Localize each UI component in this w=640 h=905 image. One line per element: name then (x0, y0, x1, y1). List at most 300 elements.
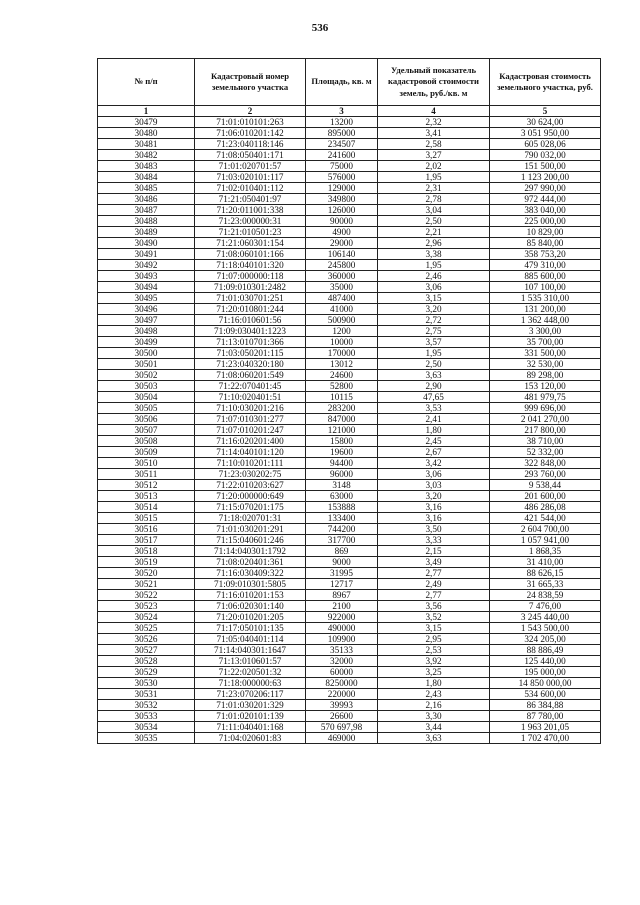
area-cell: 349800 (306, 194, 378, 205)
cadastral-value-cell: 358 753,20 (490, 249, 601, 260)
specific-value-cell: 2,90 (378, 381, 490, 392)
area-cell: 24600 (306, 370, 378, 381)
cadastral-value-cell: 1 123 200,00 (490, 172, 601, 183)
cadastral-number-cell: 71:16:010201:153 (195, 590, 306, 601)
specific-value-cell: 2,72 (378, 315, 490, 326)
cadastral-number-cell: 71:23:030202:75 (195, 469, 306, 480)
table-row (98, 370, 601, 381)
cadastral-number-cell: 71:21:060301:154 (195, 238, 306, 249)
cadastral-number-cell: 71:01:030201:329 (195, 700, 306, 711)
table-row (98, 172, 601, 183)
specific-value-cell: 3,03 (378, 480, 490, 491)
cadastral-value-cell: 3 245 440,00 (490, 612, 601, 623)
row-number-cell: 30530 (98, 678, 195, 689)
cadastral-value-cell: 10 829,00 (490, 227, 601, 238)
cadastral-number-cell: 71:16:020201:400 (195, 436, 306, 447)
cadastral-number-cell: 71:23:040118:146 (195, 139, 306, 150)
cadastral-number-cell: 71:04:020601:83 (195, 733, 306, 744)
specific-value-cell: 2,50 (378, 216, 490, 227)
cadastral-number-cell: 71:20:010801:244 (195, 304, 306, 315)
table-row (98, 513, 601, 524)
column-number-row (98, 106, 601, 117)
cadastral-number-cell: 71:08:020401:361 (195, 557, 306, 568)
specific-value-cell: 3,16 (378, 502, 490, 513)
area-cell: 241600 (306, 150, 378, 161)
specific-value-cell: 3,57 (378, 337, 490, 348)
table-row (98, 733, 601, 744)
row-number-cell: 30509 (98, 447, 195, 458)
cadastral-value-cell: 87 780,00 (490, 711, 601, 722)
cadastral-number-cell: 71:23:070206:117 (195, 689, 306, 700)
area-cell: 744200 (306, 524, 378, 535)
cadastral-value-cell: 107 100,00 (490, 282, 601, 293)
specific-value-cell: 3,20 (378, 304, 490, 315)
cadastral-value-cell: 481 979,75 (490, 392, 601, 403)
cadastral-number-cell: 71:09:010301:5805 (195, 579, 306, 590)
table-row (98, 161, 601, 172)
row-number-cell: 30521 (98, 579, 195, 590)
area-cell: 4900 (306, 227, 378, 238)
cadastral-value-cell: 421 544,00 (490, 513, 601, 524)
specific-value-cell: 3,27 (378, 150, 490, 161)
table-row (98, 491, 601, 502)
cadastral-value-table (97, 58, 601, 744)
cadastral-value-cell: 35 700,00 (490, 337, 601, 348)
cadastral-value-cell: 201 600,00 (490, 491, 601, 502)
cadastral-value-cell: 331 500,00 (490, 348, 601, 359)
cadastral-value-cell: 89 298,00 (490, 370, 601, 381)
row-number-cell: 30500 (98, 348, 195, 359)
column-number: 2 (195, 106, 306, 117)
table-row (98, 645, 601, 656)
cadastral-number-cell: 71:03:050201:115 (195, 348, 306, 359)
cadastral-number-cell: 71:03:020101:117 (195, 172, 306, 183)
cadastral-value-cell: 38 710,00 (490, 436, 601, 447)
specific-value-cell: 2,58 (378, 139, 490, 150)
area-cell: 490000 (306, 623, 378, 634)
cadastral-value-cell: 85 840,00 (490, 238, 601, 249)
table-row (98, 601, 601, 612)
row-number-cell: 30535 (98, 733, 195, 744)
specific-value-cell: 3,63 (378, 370, 490, 381)
cadastral-value-cell: 125 440,00 (490, 656, 601, 667)
row-number-cell: 30482 (98, 150, 195, 161)
header-specific-value: Удельный показатель кадастровой стоимости земель, руб./кв. м (378, 59, 490, 106)
row-number-cell: 30532 (98, 700, 195, 711)
area-cell: 39993 (306, 700, 378, 711)
specific-value-cell: 2,46 (378, 271, 490, 282)
table-row (98, 414, 601, 425)
cadastral-number-cell: 71:16:010601:56 (195, 315, 306, 326)
row-number-cell: 30519 (98, 557, 195, 568)
cadastral-number-cell: 71:14:040301:1792 (195, 546, 306, 557)
cadastral-value-cell: 30 624,00 (490, 117, 601, 128)
row-number-cell: 30503 (98, 381, 195, 392)
row-number-cell: 30514 (98, 502, 195, 513)
area-cell: 10000 (306, 337, 378, 348)
cadastral-number-cell: 71:18:000000:63 (195, 678, 306, 689)
area-cell: 133400 (306, 513, 378, 524)
table-row (98, 150, 601, 161)
table-row (98, 425, 601, 436)
cadastral-value-cell: 131 200,00 (490, 304, 601, 315)
cadastral-value-cell: 9 538,44 (490, 480, 601, 491)
cadastral-number-cell: 71:09:030401:1223 (195, 326, 306, 337)
cadastral-number-cell: 71:10:030201:216 (195, 403, 306, 414)
area-cell: 9000 (306, 557, 378, 568)
area-cell: 13200 (306, 117, 378, 128)
table-row (98, 579, 601, 590)
cadastral-number-cell: 71:18:020701:31 (195, 513, 306, 524)
cadastral-value-cell: 195 000,00 (490, 667, 601, 678)
cadastral-number-cell: 71:08:060101:166 (195, 249, 306, 260)
area-cell: 283200 (306, 403, 378, 414)
cadastral-number-cell: 71:17:050101:135 (195, 623, 306, 634)
header-row (98, 59, 601, 106)
area-cell: 75000 (306, 161, 378, 172)
table-row (98, 337, 601, 348)
row-number-cell: 30487 (98, 205, 195, 216)
cadastral-number-cell: 71:13:010701:366 (195, 337, 306, 348)
specific-value-cell: 3,92 (378, 656, 490, 667)
cadastral-value-cell: 1 868,35 (490, 546, 601, 557)
table-row (98, 304, 601, 315)
area-cell: 895000 (306, 128, 378, 139)
specific-value-cell: 2,77 (378, 568, 490, 579)
table-row (98, 293, 601, 304)
row-number-cell: 30506 (98, 414, 195, 425)
cadastral-value-cell: 486 286,08 (490, 502, 601, 513)
cadastral-value-cell: 479 310,00 (490, 260, 601, 271)
cadastral-value-cell: 1 963 201,05 (490, 722, 601, 733)
cadastral-number-cell: 71:22:070401:45 (195, 381, 306, 392)
cadastral-value-cell: 1 535 310,00 (490, 293, 601, 304)
row-number-cell: 30485 (98, 183, 195, 194)
specific-value-cell: 3,42 (378, 458, 490, 469)
specific-value-cell: 2,15 (378, 546, 490, 557)
cadastral-value-cell: 2 604 700,00 (490, 524, 601, 535)
table-row (98, 260, 601, 271)
row-number-cell: 30510 (98, 458, 195, 469)
row-number-cell: 30533 (98, 711, 195, 722)
row-number-cell: 30520 (98, 568, 195, 579)
table-row (98, 194, 601, 205)
row-number-cell: 30488 (98, 216, 195, 227)
specific-value-cell: 2,53 (378, 645, 490, 656)
table-row (98, 216, 601, 227)
specific-value-cell: 2,31 (378, 183, 490, 194)
area-cell: 60000 (306, 667, 378, 678)
table-row (98, 436, 601, 447)
cadastral-number-cell: 71:22:010203:627 (195, 480, 306, 491)
cadastral-number-cell: 71:15:040601:246 (195, 535, 306, 546)
cadastral-number-cell: 71:10:010201:111 (195, 458, 306, 469)
table-row (98, 447, 601, 458)
table-row (98, 359, 601, 370)
area-cell: 8967 (306, 590, 378, 601)
cadastral-value-cell: 14 850 000,00 (490, 678, 601, 689)
row-number-cell: 30480 (98, 128, 195, 139)
table-row (98, 623, 601, 634)
row-number-cell: 30508 (98, 436, 195, 447)
area-cell: 170000 (306, 348, 378, 359)
area-cell: 220000 (306, 689, 378, 700)
area-cell: 90000 (306, 216, 378, 227)
cadastral-number-cell: 71:15:070201:175 (195, 502, 306, 513)
specific-value-cell: 47,65 (378, 392, 490, 403)
table-row (98, 667, 601, 678)
row-number-cell: 30522 (98, 590, 195, 601)
header-cadastral-number: Кадастровый номер земельного участка (195, 59, 306, 106)
cadastral-value-cell: 86 384,88 (490, 700, 601, 711)
cadastral-number-cell: 71:01:020101:139 (195, 711, 306, 722)
table-row (98, 348, 601, 359)
specific-value-cell: 3,15 (378, 293, 490, 304)
area-cell: 1200 (306, 326, 378, 337)
specific-value-cell: 2,32 (378, 117, 490, 128)
table-row (98, 612, 601, 623)
specific-value-cell: 1,95 (378, 172, 490, 183)
row-number-cell: 30528 (98, 656, 195, 667)
cadastral-value-cell: 151 500,00 (490, 161, 601, 172)
specific-value-cell: 3,52 (378, 612, 490, 623)
area-cell: 109900 (306, 634, 378, 645)
column-number: 5 (490, 106, 601, 117)
specific-value-cell: 3,30 (378, 711, 490, 722)
table-row (98, 480, 601, 491)
column-number: 1 (98, 106, 195, 117)
column-number: 3 (306, 106, 378, 117)
row-number-cell: 30525 (98, 623, 195, 634)
area-cell: 32000 (306, 656, 378, 667)
cadastral-value-cell: 52 332,00 (490, 447, 601, 458)
specific-value-cell: 3,33 (378, 535, 490, 546)
table-row (98, 722, 601, 733)
specific-value-cell: 2,16 (378, 700, 490, 711)
row-number-cell: 30493 (98, 271, 195, 282)
row-number-cell: 30495 (98, 293, 195, 304)
cadastral-value-cell: 3 051 950,00 (490, 128, 601, 139)
row-number-cell: 30492 (98, 260, 195, 271)
area-cell: 94400 (306, 458, 378, 469)
specific-value-cell: 2,77 (378, 590, 490, 601)
area-cell: 41000 (306, 304, 378, 315)
cadastral-number-cell: 71:01:030201:291 (195, 524, 306, 535)
cadastral-number-cell: 71:07:010201:247 (195, 425, 306, 436)
specific-value-cell: 2,67 (378, 447, 490, 458)
row-number-cell: 30524 (98, 612, 195, 623)
specific-value-cell: 2,95 (378, 634, 490, 645)
cadastral-number-cell: 71:07:000000:118 (195, 271, 306, 282)
table-row (98, 315, 601, 326)
specific-value-cell: 2,96 (378, 238, 490, 249)
table-row (98, 392, 601, 403)
table-row (98, 535, 601, 546)
page-number: 536 (311, 22, 329, 34)
specific-value-cell: 2,02 (378, 161, 490, 172)
area-cell: 35000 (306, 282, 378, 293)
area-cell: 10115 (306, 392, 378, 403)
table-body (98, 117, 601, 744)
area-cell: 2100 (306, 601, 378, 612)
specific-value-cell: 2,78 (378, 194, 490, 205)
row-number-cell: 30518 (98, 546, 195, 557)
cadastral-number-cell: 71:13:010601:57 (195, 656, 306, 667)
table-row (98, 502, 601, 513)
area-cell: 576000 (306, 172, 378, 183)
cadastral-value-cell: 534 600,00 (490, 689, 601, 700)
specific-value-cell: 3,50 (378, 524, 490, 535)
area-cell: 869 (306, 546, 378, 557)
table-row (98, 326, 601, 337)
row-number-cell: 30505 (98, 403, 195, 414)
cadastral-value-cell: 790 032,00 (490, 150, 601, 161)
area-cell: 29000 (306, 238, 378, 249)
table-row (98, 700, 601, 711)
specific-value-cell: 3,38 (378, 249, 490, 260)
table-row (98, 183, 601, 194)
cadastral-number-cell: 71:16:030409:322 (195, 568, 306, 579)
specific-value-cell: 3,44 (378, 722, 490, 733)
row-number-cell: 30499 (98, 337, 195, 348)
specific-value-cell: 3,16 (378, 513, 490, 524)
row-number-cell: 30497 (98, 315, 195, 326)
row-number-cell: 30491 (98, 249, 195, 260)
area-cell: 317700 (306, 535, 378, 546)
area-cell: 52800 (306, 381, 378, 392)
specific-value-cell: 3,41 (378, 128, 490, 139)
cadastral-value-cell: 225 000,00 (490, 216, 601, 227)
header-row-number: № п/п (98, 59, 195, 106)
cadastral-number-cell: 71:18:040101:320 (195, 260, 306, 271)
area-cell: 63000 (306, 491, 378, 502)
table-row (98, 128, 601, 139)
row-number-cell: 30513 (98, 491, 195, 502)
table-row (98, 590, 601, 601)
cadastral-number-cell: 71:08:050401:171 (195, 150, 306, 161)
header-area: Площадь, кв. м (306, 59, 378, 106)
row-number-cell: 30502 (98, 370, 195, 381)
specific-value-cell: 2,50 (378, 359, 490, 370)
area-cell: 153888 (306, 502, 378, 513)
row-number-cell: 30515 (98, 513, 195, 524)
cadastral-value-cell: 1 543 500,00 (490, 623, 601, 634)
area-cell: 15800 (306, 436, 378, 447)
table-row (98, 634, 601, 645)
row-number-cell: 30516 (98, 524, 195, 535)
area-cell: 487400 (306, 293, 378, 304)
area-cell: 129000 (306, 183, 378, 194)
cadastral-value-cell: 1 702 470,00 (490, 733, 601, 744)
cadastral-number-cell: 71:11:040401:168 (195, 722, 306, 733)
row-number-cell: 30534 (98, 722, 195, 733)
area-cell: 847000 (306, 414, 378, 425)
area-cell: 106140 (306, 249, 378, 260)
specific-value-cell: 2,41 (378, 414, 490, 425)
table-row (98, 271, 601, 282)
row-number-cell: 30527 (98, 645, 195, 656)
cadastral-value-cell: 885 600,00 (490, 271, 601, 282)
specific-value-cell: 3,25 (378, 667, 490, 678)
cadastral-value-cell: 32 530,00 (490, 359, 601, 370)
cadastral-number-cell: 71:08:060201:549 (195, 370, 306, 381)
area-cell: 35133 (306, 645, 378, 656)
cadastral-value-cell: 2 041 270,00 (490, 414, 601, 425)
cadastral-value-cell: 24 838,59 (490, 590, 601, 601)
row-number-cell: 30486 (98, 194, 195, 205)
table-row (98, 238, 601, 249)
specific-value-cell: 2,21 (378, 227, 490, 238)
specific-value-cell: 1,80 (378, 425, 490, 436)
table-row (98, 568, 601, 579)
table-row (98, 403, 601, 414)
area-cell: 26600 (306, 711, 378, 722)
row-number-cell: 30504 (98, 392, 195, 403)
specific-value-cell: 2,43 (378, 689, 490, 700)
table-row (98, 656, 601, 667)
cadastral-number-cell: 71:05:040401:114 (195, 634, 306, 645)
row-number-cell: 30526 (98, 634, 195, 645)
specific-value-cell: 3,04 (378, 205, 490, 216)
cadastral-number-cell: 71:09:010301:2482 (195, 282, 306, 293)
row-number-cell: 30479 (98, 117, 195, 128)
cadastral-number-cell: 71:06:010201:142 (195, 128, 306, 139)
cadastral-number-cell: 71:07:010301:277 (195, 414, 306, 425)
specific-value-cell: 1,80 (378, 678, 490, 689)
cadastral-number-cell: 71:14:040301:1647 (195, 645, 306, 656)
cadastral-number-cell: 71:20:000000:649 (195, 491, 306, 502)
specific-value-cell: 3,20 (378, 491, 490, 502)
row-number-cell: 30507 (98, 425, 195, 436)
row-number-cell: 30484 (98, 172, 195, 183)
cadastral-number-cell: 71:22:020501:32 (195, 667, 306, 678)
table-row (98, 524, 601, 535)
area-cell: 3148 (306, 480, 378, 491)
cadastral-value-cell: 605 028,06 (490, 139, 601, 150)
table-row (98, 678, 601, 689)
cadastral-value-cell: 999 696,00 (490, 403, 601, 414)
row-number-cell: 30523 (98, 601, 195, 612)
cadastral-number-cell: 71:02:010401:112 (195, 183, 306, 194)
table-row (98, 381, 601, 392)
table-row (98, 282, 601, 293)
cadastral-value-cell: 153 120,00 (490, 381, 601, 392)
specific-value-cell: 3,06 (378, 282, 490, 293)
specific-value-cell: 3,15 (378, 623, 490, 634)
specific-value-cell: 3,06 (378, 469, 490, 480)
column-number: 4 (378, 106, 490, 117)
table-row (98, 469, 601, 480)
row-number-cell: 30529 (98, 667, 195, 678)
table-row (98, 458, 601, 469)
cadastral-number-cell: 71:23:000000:31 (195, 216, 306, 227)
cadastral-value-cell: 293 760,00 (490, 469, 601, 480)
cadastral-value-cell: 7 476,00 (490, 601, 601, 612)
table-row (98, 139, 601, 150)
row-number-cell: 30512 (98, 480, 195, 491)
cadastral-number-cell: 71:20:010201:205 (195, 612, 306, 623)
row-number-cell: 30489 (98, 227, 195, 238)
header-cadastral-value: Кадастровая стоимость земельного участка, руб. (490, 59, 601, 106)
specific-value-cell: 1,95 (378, 260, 490, 271)
cadastral-number-cell: 71:21:010501:23 (195, 227, 306, 238)
cadastral-value-cell: 88 626,15 (490, 568, 601, 579)
area-cell: 12717 (306, 579, 378, 590)
cadastral-value-cell: 1 057 941,00 (490, 535, 601, 546)
cadastral-number-cell: 71:06:020301:140 (195, 601, 306, 612)
cadastral-value-cell: 217 800,00 (490, 425, 601, 436)
specific-value-cell: 1,95 (378, 348, 490, 359)
